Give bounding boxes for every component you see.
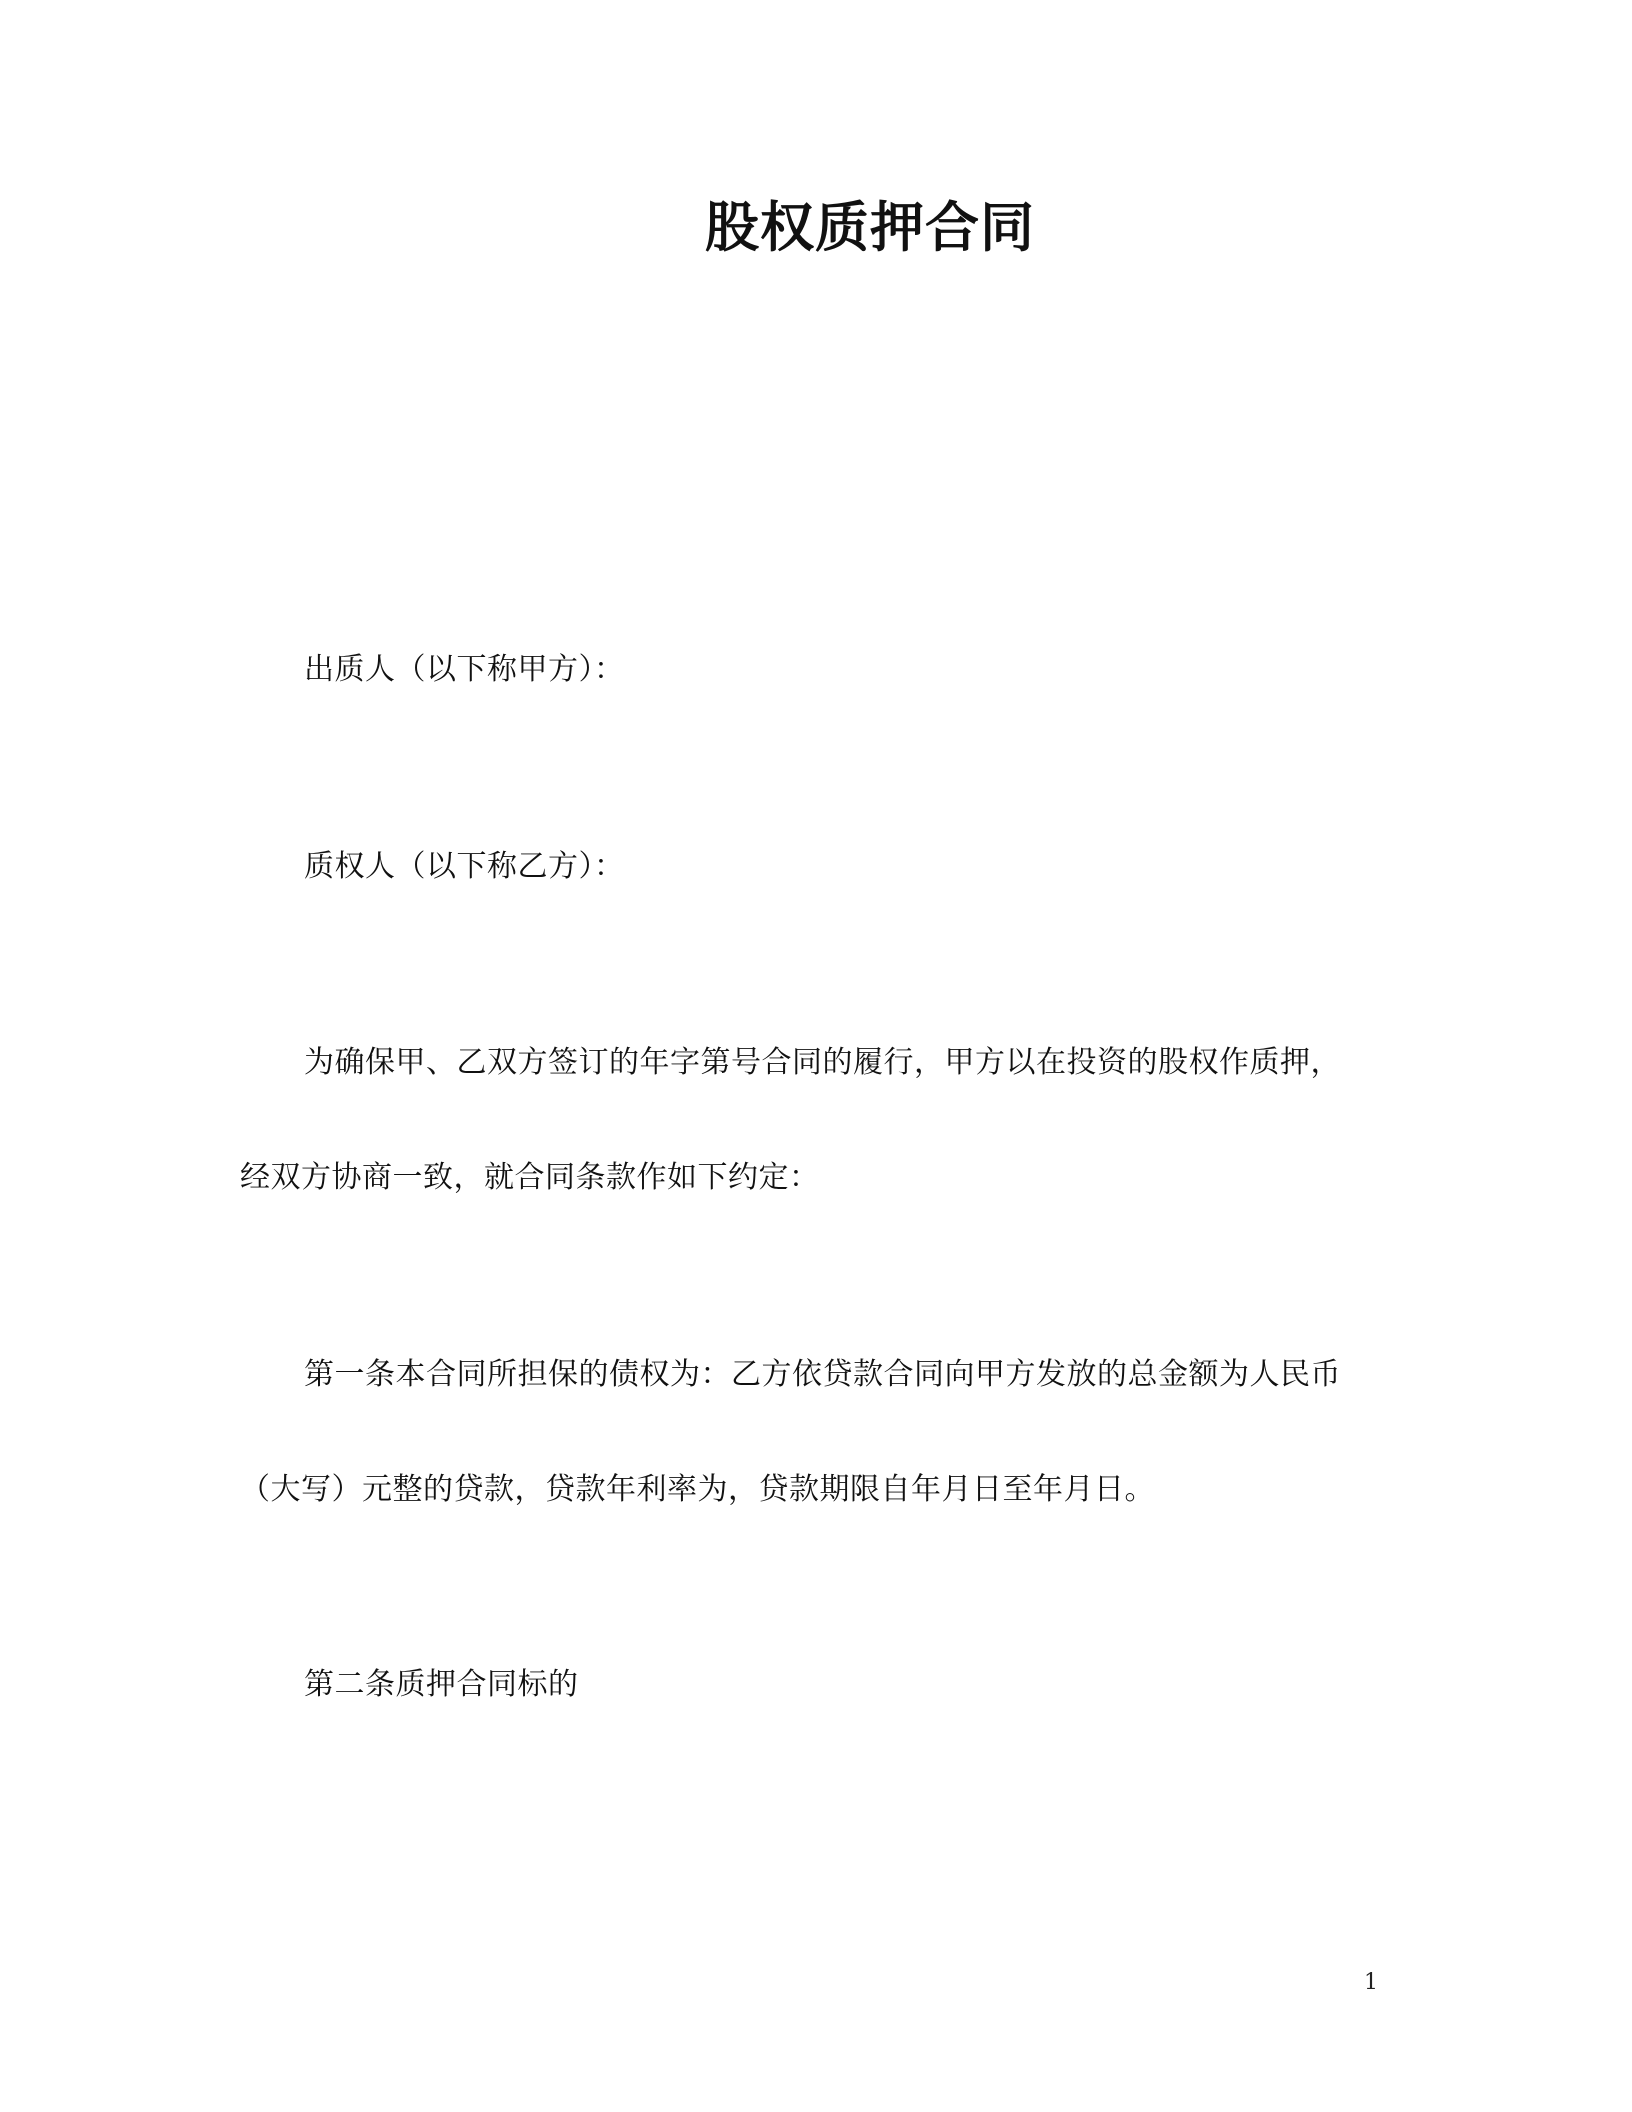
pledgor-line: 出质人（以下称甲方）：	[304, 652, 625, 687]
preamble-line-2: 经双方协商一致，就合同条款作如下约定：	[240, 1160, 820, 1195]
article-2-heading: 第二条质押合同标的	[304, 1667, 579, 1702]
pledgee-line: 质权人（以下称乙方）：	[304, 849, 625, 884]
article-1-line-2: （大写）元整的贷款，贷款年利率为，贷款期限自年月日至年月日。	[240, 1472, 1155, 1507]
document-title: 股权质押合同	[705, 196, 1035, 259]
article-1-line-1: 第一条本合同所担保的债权为：乙方依贷款合同向甲方发放的总金额为人民币	[304, 1357, 1341, 1392]
page-number: 1	[1364, 1970, 1378, 1995]
preamble-line-1: 为确保甲、乙双方签订的年字第号合同的履行，甲方以在投资的股权作质押，	[304, 1045, 1341, 1080]
